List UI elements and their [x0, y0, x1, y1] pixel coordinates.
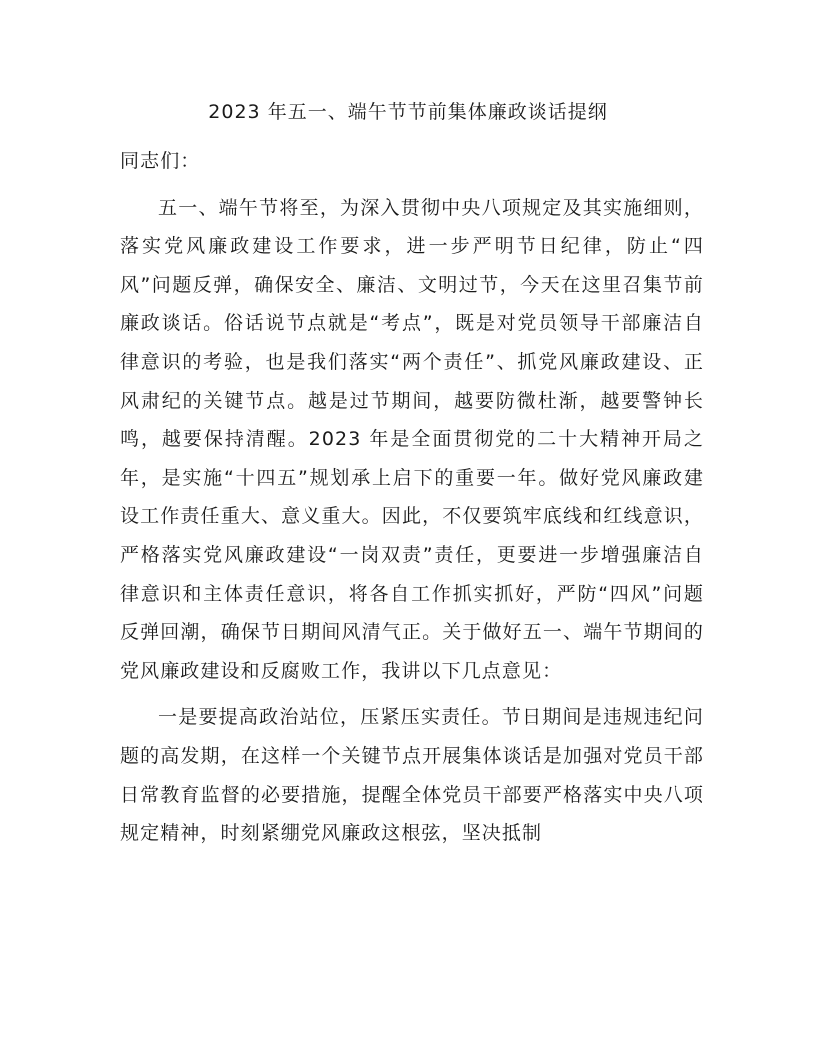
document-body [120, 142, 704, 861]
document-title: 2023 年五一、端午节节前集体廉政谈话提纲 [208, 101, 608, 123]
paragraph-intro: 五一、端午节将至，为深入贯彻中央八项规定及其实施细则，落实党风廉政建设工作要求，进一步严明节日纪律，防止“四风”问题反弹，确保安全、廉洁、文明过节，今天在这里召集节前廉政谈话。俗话说节点就是“考点”，既是对党员领导干部廉洁自律意识的考验，也是我们落实“两个责任”、抓党风廉政建设、正风肃纪的关键节点。越是过节期间，越要防微杜渐，越要警钟长鸣，越要保持清醒。2023 年是全面贯彻党的二十大精神开局之年，是实施“十四五”规划承上启下的重要一年。做好党风廉政建设工作责任重大、意义重大。因此，不仅要筑牢底线和红线意识，严格落实党风廉政建设“一岗双责”责任，更要进一步增强廉洁自律意识和主体责任意识，将各自工作抓实抓好，严防“四风”问题反弹回潮，确保节日期间风清气正。关于做好五一、端午节期间的党风廉政建设和反腐败工作，我讲以下几点意见： [120, 196, 704, 682]
salutation: 同志们： [120, 150, 201, 172]
paragraph-point-one: 一是要提高政治站位，压紧压实责任。节日期间是违规违纪问题的高发期，在这样一个关键节点开展集体谈话是加强对党员干部日常教育监督的必要措施，提醒全体党员干部要严格落实中央八项规定精神，时刻紧绷党风廉政这根弦，坚决抵制 [120, 706, 704, 845]
